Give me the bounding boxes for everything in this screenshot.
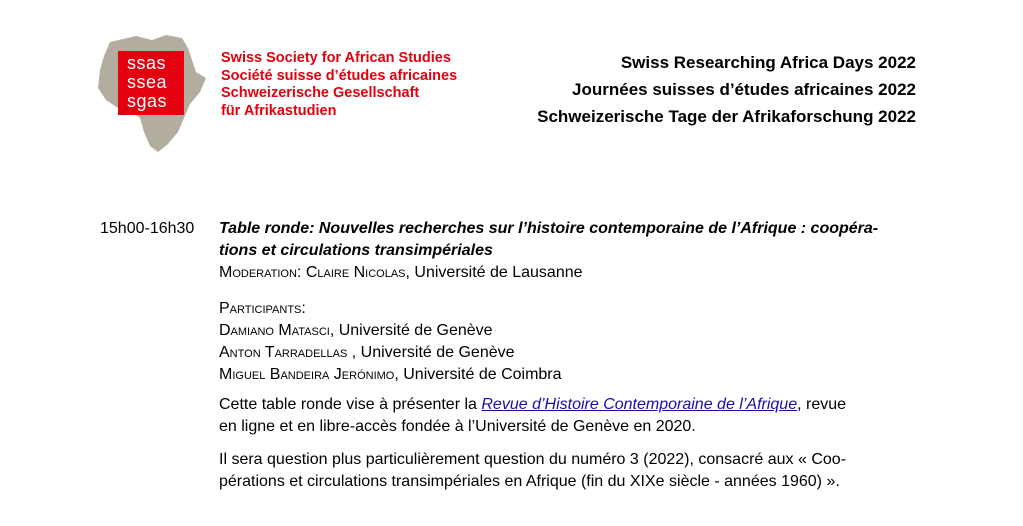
participant-item — [219, 342, 909, 364]
issue-text: Il sera question plus particulièrement question du numéro 3 (2022), consacré aux « Coo- — [219, 451, 847, 468]
participant-affiliation: , Université de Genève — [347, 344, 515, 361]
moderator-affiliation: , Université de Lausanne — [405, 264, 583, 281]
event-title — [537, 49, 916, 130]
logo-letters — [118, 51, 184, 115]
moderator-name: Claire Nicolas — [305, 264, 406, 281]
participants-label: Participants: — [219, 300, 306, 317]
session-time: 15h00-16h30 — [100, 220, 195, 237]
description-paragraph — [219, 394, 909, 438]
journal-link[interactable]: Revue d’Histoire Contemporaine de l’Afrique — [481, 396, 798, 413]
event-title-fr: Journées suisses d’études africaines 2022 — [572, 80, 916, 99]
participant-affiliation: , Université de Genève — [329, 322, 493, 339]
event-title-de: Schweizerische Tage der Afrikaforschung 2022 — [537, 107, 916, 126]
session-title — [219, 218, 909, 262]
logo-letters-line: ssea — [127, 72, 168, 92]
society-name-de-1: Schweizerische Gesellschaft — [221, 85, 420, 101]
issue-text: pérations et circulations transimpériales en Afrique (fin du XIXe siècle - années 1960) ». — [219, 473, 840, 490]
logo-letters-line: sgas — [127, 91, 168, 111]
session-title-line: tions et circulations transimpériales — [219, 242, 493, 259]
participant-item — [219, 364, 909, 386]
issue-paragraph — [219, 449, 909, 493]
description-text: , revue — [797, 396, 847, 413]
moderation-line — [219, 262, 909, 284]
participant-name: Miguel Bandeira Jerónimo — [219, 366, 395, 383]
participant-affiliation: , Université de Coimbra — [394, 366, 562, 383]
society-name-de-2: für Afrikastudien — [221, 102, 337, 119]
society-name-en: Swiss Society for African Studies — [221, 50, 451, 66]
description-text: Cette table ronde vise à présenter la — [219, 396, 482, 413]
participant-name: Anton Tarradellas — [219, 344, 348, 361]
session-title-line: Table ronde: Nouvelles recherches sur l’histoire contemporaine de l’Afrique : coopéra- — [219, 220, 879, 237]
moderation-label: Moderation: — [219, 264, 302, 281]
society-logo — [92, 34, 210, 156]
participant-name: Damiano Matasci — [219, 322, 330, 339]
society-name-fr: Société suisse d’études africaines — [221, 67, 458, 84]
description-text: en ligne et en libre-accès fondée à l’Université de Genève en 2020. — [219, 418, 696, 435]
participant-item — [219, 320, 909, 342]
event-title-en: Swiss Researching Africa Days 2022 — [620, 53, 916, 72]
society-name — [221, 50, 457, 120]
logo-letters-line: ssas — [127, 53, 167, 73]
session-content — [219, 218, 909, 493]
